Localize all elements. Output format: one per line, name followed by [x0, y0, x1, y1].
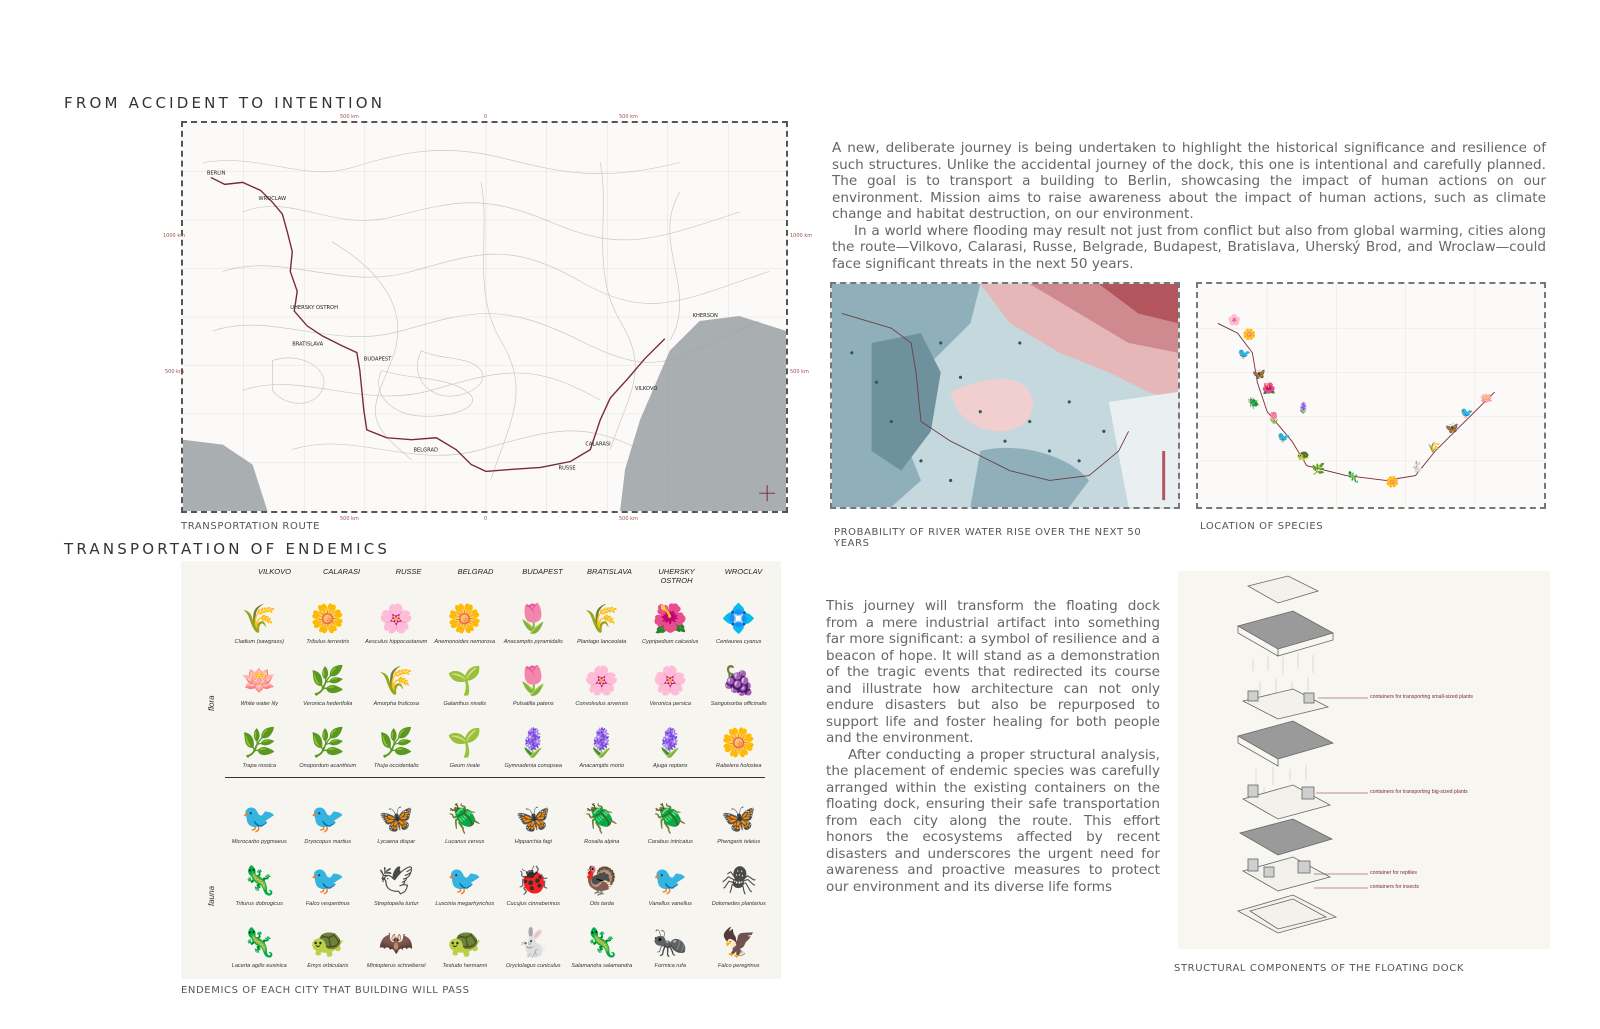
svg-text:🌺: 🌺: [1262, 382, 1276, 396]
plant-icon: 🌺: [652, 603, 688, 634]
species-name: Centaurea cyanus: [716, 639, 762, 645]
flora-species-cell: [294, 583, 363, 645]
dock-label-reptiles: container for reptiles: [1370, 870, 1417, 876]
caption-floating-dock: STRUCTURAL COMPONENTS OF THE FLOATING DOCK: [1174, 963, 1464, 974]
caption-location-of-species: LOCATION OF SPECIES: [1200, 521, 1324, 532]
species-name: Falco vespertinus: [305, 901, 350, 907]
map-tick: 500 km: [340, 114, 359, 120]
endemics-city-name: UHERSKY OSTROH: [658, 567, 695, 585]
fauna-species-cell: [362, 783, 431, 845]
fauna-species-cell: [568, 783, 637, 845]
animal-icon: 🐇: [515, 927, 551, 958]
animal-icon: 🕊: [378, 865, 415, 896]
flora-species-cell: [705, 707, 774, 769]
water-rise-probability-map: [830, 282, 1180, 509]
species-name: Veronica hederifolia: [303, 701, 353, 707]
species-name: Anacamptis pyramidalis: [503, 639, 563, 645]
flora-species-cell: [499, 645, 568, 707]
species-name: Streptopelia turtur: [374, 901, 419, 907]
species-name: Lucanus cervus: [445, 839, 485, 845]
species-name: Trapa rossica: [242, 763, 276, 769]
svg-text:🌷: 🌷: [1267, 411, 1281, 425]
route-city-label: RUSSE: [558, 465, 576, 472]
dock-label-insects: containers for insects: [1370, 884, 1420, 890]
plant-icon: 🌾: [241, 603, 277, 634]
fauna-species-cell: [294, 783, 363, 845]
endemics-city-name: VILKOVO: [258, 567, 291, 576]
plant-icon: 🌼: [310, 603, 346, 634]
animal-icon: 🐞: [515, 865, 551, 896]
plant-icon: 🌿: [241, 727, 277, 758]
species-name: Otis tarda: [589, 901, 614, 907]
fauna-species-cell: [568, 845, 637, 907]
plant-icon: 🌷: [515, 603, 551, 634]
journey-paragraph: This journey will transform the floating dock from a mere industrial artifact into something far more significant: a symbol of resilience and a beacon of hope. It will stand as a demonstration of the tragic events that redirected its course and illustrate how architecture can not only endure disasters but also be repurposed to support life and foster healing for both people and the environment.: [826, 598, 1160, 746]
animal-icon: 🐦: [310, 865, 346, 896]
fauna-species-cell: [705, 907, 774, 969]
endemics-city-name: WROCLAV: [724, 567, 763, 576]
route-city-label: UHERSKY OSTROH: [290, 305, 338, 312]
fauna-species-cell: [705, 845, 774, 907]
flora-species-cell: [568, 707, 637, 769]
route-city-label: KHERSON: [692, 313, 718, 319]
svg-text:🐦: 🐦: [1237, 347, 1252, 361]
fauna-species-cell: [225, 845, 294, 907]
endemics-city-name: BUDAPEST: [522, 567, 563, 576]
plant-icon: 🌼: [447, 603, 483, 634]
species-name: Geum rivale: [449, 763, 480, 769]
intro-paragraph: A new, deliberate journey is being undertaken to highlight the historical significance and resilience of such structures. Unlike the accidental journey of the dock, this one is intentional and carefully planned. The goal is to transport a building to Berlin, showcasing the impact of human actions on our environment. Mission aims to raise awareness about the impact of human actions, such as climate change and habitat destruction, on our environment.: [832, 140, 1546, 222]
animal-icon: 🐦: [310, 803, 346, 834]
species-name: Anacamptis morio: [579, 763, 625, 769]
endemics-city-name: BRATISLAVA: [587, 567, 632, 576]
heading-accident-to-intention: FROM ACCIDENT TO INTENTION: [64, 94, 386, 112]
plant-icon: 🌸: [378, 603, 414, 634]
animal-icon: 🦅: [721, 927, 757, 958]
species-name: Thuja occidentalis: [373, 763, 419, 769]
fauna-grid: [225, 783, 773, 969]
species-name: Galanthus nivalis: [443, 701, 487, 707]
species-name: Tribulus terrestris: [306, 639, 350, 645]
animal-icon: 🦃: [584, 865, 620, 896]
map-tick: 500 km: [790, 369, 809, 375]
fauna-species-cell: [499, 907, 568, 969]
species-name: Aesculus hippocastanum: [365, 639, 428, 645]
fauna-species-cell: [225, 907, 294, 969]
animal-icon: 🪲: [447, 803, 483, 834]
species-name: Oryctolagus cuniculus: [505, 963, 561, 969]
flora-species-cell: [431, 707, 500, 769]
animal-icon: 🦇: [378, 927, 414, 958]
svg-text:🦎: 🦎: [1346, 470, 1360, 484]
route-city-label: BRATISLAVA: [292, 341, 324, 348]
fauna-species-cell: [431, 845, 500, 907]
flora-species-cell: [636, 707, 705, 769]
endemics-city-name: BELGRAD: [457, 567, 494, 576]
heading-transportation-of-endemics: TRANSPORTATION OF ENDEMICS: [64, 540, 391, 558]
plant-icon: 🌿: [310, 727, 346, 758]
fauna-species-cell: [294, 845, 363, 907]
species-map-svg: [1198, 284, 1544, 507]
fauna-species-cell: [636, 845, 705, 907]
flora-species-cell: [499, 583, 568, 645]
fauna-species-cell: [636, 783, 705, 845]
plant-icon: 🌿: [378, 727, 414, 758]
svg-text:🌿: 🌿: [1311, 462, 1326, 476]
caption-water-rise-probability: PROBABILITY OF RIVER WATER RISE OVER THE NEXT 50 YEARS: [834, 527, 1142, 549]
flora-group-label: flora: [207, 695, 216, 711]
svg-text:🌼: 🌼: [1385, 475, 1400, 489]
animal-icon: 🕷: [720, 865, 757, 896]
plant-icon: 🪻: [652, 727, 688, 758]
species-location-map: [1196, 282, 1546, 509]
svg-text:🐢: 🐢: [1296, 448, 1311, 462]
species-name: Luscinia megarhynchos: [435, 901, 495, 907]
species-name: Rabelera holostea: [716, 763, 762, 769]
species-name: Cypripedium calceolus: [642, 639, 699, 645]
species-name: Dolomedes plantarius: [711, 901, 766, 907]
species-name: Emys orbicularis: [307, 963, 349, 969]
route-city-label: BUDAPEST: [363, 356, 392, 363]
route-city-label: CALARASI: [585, 441, 611, 448]
probability-map-svg: [832, 284, 1178, 507]
journey-paragraph: After conducting a proper structural analysis, the placement of endemic species was carefully arranged within the existing containers on the floating dock, ensuring their safe transportation from each city along the route. This effort honors the ecosystems affected by recent disasters and underscores the urgent need for awareness and proactive measures to protect our environment and its diverse life forms: [826, 746, 1160, 895]
plant-icon: 🌸: [584, 665, 620, 696]
plant-icon: 🌾: [584, 603, 620, 634]
map-tick: 500 km: [165, 369, 184, 375]
svg-text:🐦: 🐦: [1277, 431, 1291, 445]
species-name: Plantago lanceolata: [577, 639, 627, 645]
flora-fauna-divider: [225, 777, 765, 778]
plant-icon: 🌾: [378, 665, 414, 696]
species-name: Phengaris teleius: [717, 839, 761, 845]
dock-label-small-plants: containers for transporting small-sized plants: [1370, 694, 1473, 700]
species-name: Pulsatilla patens: [512, 701, 554, 707]
species-name: Falco peregrinus: [717, 963, 760, 969]
flora-species-cell: [705, 645, 774, 707]
species-name: Vanellus vanellus: [648, 901, 692, 907]
species-name: Dryocopus martius: [304, 839, 352, 845]
dock-label-big-plants: containers for transporting big-sized plants: [1370, 789, 1468, 795]
map-tick: 500 km: [340, 516, 359, 522]
species-name: Rosalia alpina: [584, 839, 620, 845]
svg-text:🦋: 🦋: [1252, 367, 1266, 381]
flora-species-cell: [431, 583, 500, 645]
animal-icon: 🪲: [584, 803, 620, 834]
map-tick: 1000 km: [790, 233, 813, 239]
black-sea: [620, 316, 786, 511]
intro-paragraph: In a world where flooding may result not just from conflict but also from global warming, cities along the route—Vilkovo, Calarasi, Russe, Belgrade, Budapest, Bratislava, Uherský Brod, and Wroclaw—could face significant threats in the next 50 years.: [832, 222, 1546, 272]
animal-icon: 🦎: [584, 927, 620, 958]
plant-icon: 🌱: [447, 727, 483, 758]
endemics-city-name: CALARASI: [322, 567, 361, 576]
map-tick: 500 km: [619, 516, 638, 522]
svg-text:🪲: 🪲: [1247, 396, 1261, 410]
animal-icon: 🐢: [447, 927, 483, 958]
plant-icon: 🌼: [721, 727, 757, 758]
probability-legend-bar: [1162, 451, 1165, 500]
flora-grid: [225, 583, 773, 769]
fauna-species-cell: [225, 783, 294, 845]
species-name: Gymnadenia conopsea: [504, 763, 563, 769]
species-name: Amorpha fruticosa: [373, 701, 419, 707]
species-name: Ajuga reptans: [652, 763, 688, 769]
svg-text:🐦: 🐦: [1459, 406, 1474, 420]
species-name: Hipparchia fagi: [514, 839, 552, 845]
animal-icon: 🦎: [241, 865, 277, 896]
species-name: Microcarbo pygmaeus: [231, 839, 287, 845]
fauna-species-cell: [636, 907, 705, 969]
svg-text:🪻: 🪻: [1296, 401, 1311, 415]
floating-dock-exploded-diagram: [1178, 571, 1550, 949]
map-tick: 0: [484, 516, 488, 522]
species-name: Veronica persica: [649, 701, 691, 707]
intro-text-block: [832, 140, 1546, 272]
route-city-label: VILKOVO: [635, 386, 658, 393]
adriatic-sea: [183, 440, 267, 511]
species-name: Onopordum acanthium: [299, 763, 357, 769]
fauna-species-cell: [499, 783, 568, 845]
map-tick: 0: [484, 114, 488, 120]
svg-text:🌼: 🌼: [1242, 328, 1257, 342]
endemics-city-name: RUSSE: [395, 567, 422, 576]
species-name: Salamandra salamandra: [571, 963, 633, 969]
flora-species-cell: [225, 707, 294, 769]
species-name: Formica rufa: [654, 963, 686, 969]
animal-icon: 🦎: [241, 927, 277, 958]
map-tick: 500 km: [619, 114, 638, 120]
caption-endemics-board: ENDEMICS OF EACH CITY THAT BUILDING WILL PASS: [181, 985, 470, 996]
species-name: Sanguisorba officinalis: [710, 701, 767, 707]
species-name: White water lily: [240, 701, 279, 707]
flora-species-cell: [294, 645, 363, 707]
animal-icon: 🦋: [721, 803, 757, 834]
flora-species-cell: [294, 707, 363, 769]
caption-transportation-route: TRANSPORTATION ROUTE: [181, 521, 320, 532]
flora-species-cell: [431, 645, 500, 707]
route-map-svg: [183, 123, 786, 511]
plant-icon: 🌷: [515, 665, 551, 696]
plant-icon: 🪷: [241, 665, 277, 696]
endemics-board: [181, 561, 781, 979]
species-name: Testudo hermanni: [442, 963, 488, 969]
species-name: Miniopterus schreibersii: [366, 963, 426, 969]
species-name: Anemonoides nemorosa: [434, 639, 496, 645]
transportation-route-map: [181, 121, 788, 513]
species-name: Cladium (sawgrass): [234, 639, 284, 645]
animal-icon: 🐦: [241, 803, 277, 834]
flora-species-cell: [499, 707, 568, 769]
fauna-species-cell: [362, 845, 431, 907]
fauna-species-cell: [431, 783, 500, 845]
flora-species-cell: [568, 583, 637, 645]
plant-icon: 💠: [721, 603, 757, 634]
svg-text:🌾: 🌾: [1427, 441, 1441, 454]
species-name: Triturus dobrogicus: [235, 901, 283, 907]
route-city-label: WROCLAW: [258, 196, 287, 203]
animal-icon: 🦋: [378, 803, 414, 834]
plant-icon: 🪻: [515, 727, 551, 758]
svg-text:🐇: 🐇: [1410, 460, 1425, 474]
species-name: Lacerta agilis euxinica: [231, 963, 287, 969]
animal-icon: 🐦: [652, 865, 688, 896]
plant-icon: 🌸: [652, 665, 688, 696]
route-city-label: BELGRAD: [413, 447, 438, 454]
svg-text:🪷: 🪷: [1479, 391, 1494, 405]
fauna-group-label: fauna: [207, 885, 216, 906]
fauna-species-cell: [705, 783, 774, 845]
flora-species-cell: [362, 583, 431, 645]
svg-text:🦋: 🦋: [1445, 421, 1459, 435]
fauna-species-cell: [294, 907, 363, 969]
species-name: Lycaena dispar: [377, 839, 416, 845]
plant-icon: 🌿: [310, 665, 346, 696]
flora-species-cell: [225, 645, 294, 707]
animal-icon: 🐦: [447, 865, 483, 896]
fauna-species-cell: [568, 907, 637, 969]
route-city-label: BERLIN: [206, 170, 226, 177]
svg-text:🌸: 🌸: [1227, 313, 1242, 327]
fauna-species-cell: [499, 845, 568, 907]
flora-species-cell: [705, 583, 774, 645]
animal-icon: 🐢: [310, 927, 346, 958]
plant-icon: 🍇: [721, 665, 757, 696]
animal-icon: 🦋: [515, 803, 551, 834]
flora-species-cell: [225, 583, 294, 645]
animal-icon: 🐜: [652, 927, 688, 958]
plant-icon: 🌱: [447, 665, 483, 696]
journey-text-block: [826, 598, 1160, 895]
map-tick: 1000 km: [163, 233, 186, 239]
flora-species-cell: [362, 645, 431, 707]
flora-species-cell: [636, 583, 705, 645]
transportation-route-line: [211, 177, 665, 471]
species-name: Convolvulus arvensis: [575, 701, 629, 707]
species-name: Carabus intricatus: [647, 839, 693, 845]
flora-species-cell: [362, 707, 431, 769]
dock-diagram-svg: [1178, 571, 1550, 949]
fauna-species-cell: [362, 907, 431, 969]
flora-species-cell: [636, 645, 705, 707]
plant-icon: 🪻: [584, 727, 620, 758]
fauna-species-cell: [431, 907, 500, 969]
species-name: Cucujus cinnaberinus: [506, 901, 560, 907]
animal-icon: 🪲: [652, 803, 688, 834]
flora-species-cell: [568, 645, 637, 707]
